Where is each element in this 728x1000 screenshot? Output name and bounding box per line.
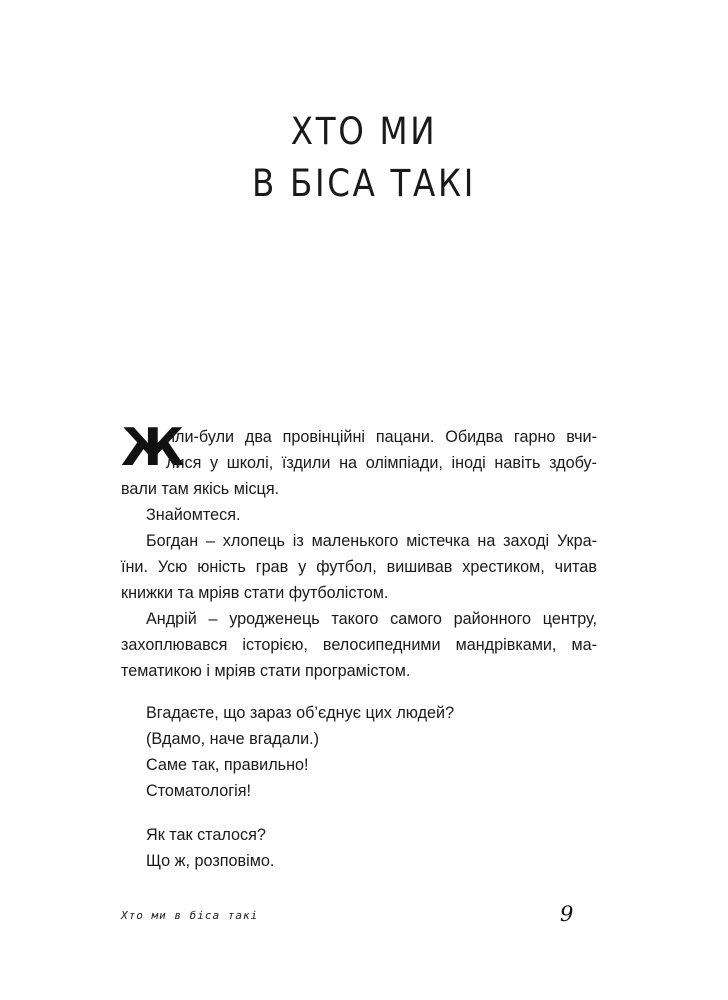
paragraph-1-line-3: вали там якісь місця. [121, 480, 280, 498]
paragraph-5: Вгадаєте, що зараз об’єднує цих людей? [146, 704, 455, 722]
paragraph-8: Стоматологія! [146, 782, 251, 800]
paragraph-9: Як так сталося? [146, 826, 266, 844]
page-number: 9 [560, 902, 574, 926]
chapter-title-line-2: В БІСА ТАКІ [252, 162, 476, 205]
paragraph-4-line-2: захоплювався історією, велосипедними мандрівками, ма- [121, 636, 597, 654]
drop-cap: Ж [121, 418, 185, 478]
paragraph-1-line-1: или-були два провінційні пацани. Обидва гарно вчи- [166, 428, 597, 446]
paragraph-10: Що ж, розповімо. [146, 852, 275, 870]
running-footer-title: Хто ми в біса такі [121, 909, 259, 922]
first-paragraph [121, 418, 597, 502]
paragraph-2: Знайомтеся. [146, 506, 241, 524]
paragraph-3-line-1: Богдан – хлопець із маленького містечка на заході Укра- [146, 532, 597, 550]
paragraph-4-line-1: Андрій – уродженець такого самого районного центру, [146, 610, 597, 628]
paragraph-3-line-3: книжки та мріяв стати футболістом. [121, 584, 389, 602]
chapter-title-line-1: ХТО МИ [290, 110, 438, 153]
paragraph-6: (Вдамо, наче вгадали.) [146, 730, 320, 748]
paragraph-7: Саме так, правильно! [146, 756, 309, 774]
paragraph-4-line-3: тематикою і мріяв стати програмістом. [121, 662, 411, 680]
paragraph-1-line-2: лися у школі, їздили на олімпіади, іноді навіть здобу- [166, 454, 597, 472]
paragraph-3-line-2: їни. Усю юність грав у футбол, вишивав хрестиком, читав [121, 558, 597, 576]
